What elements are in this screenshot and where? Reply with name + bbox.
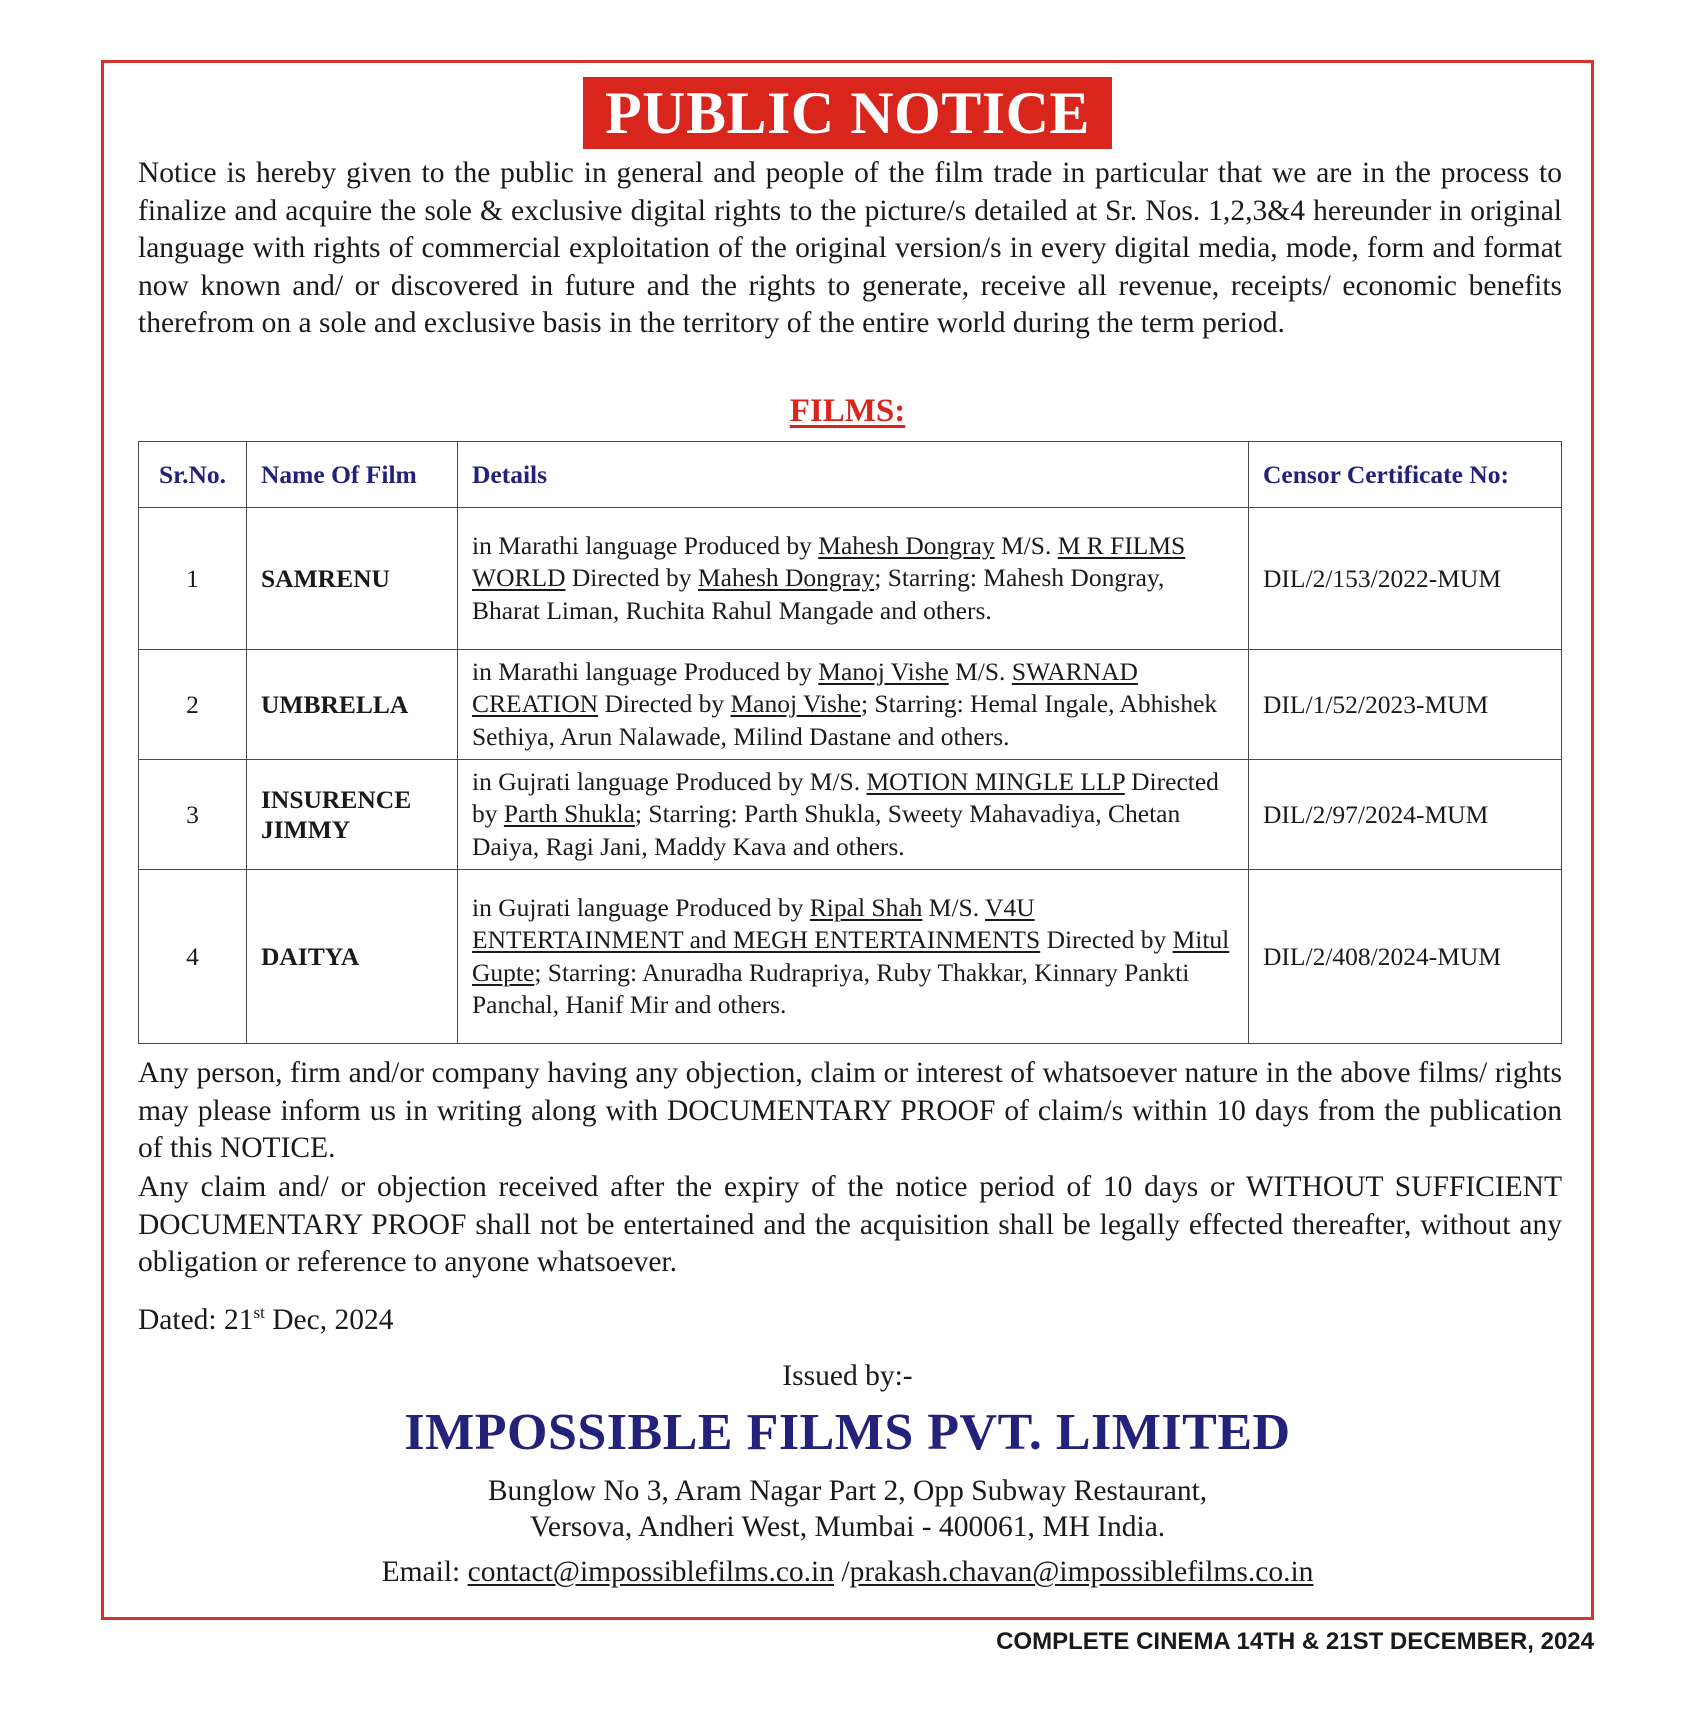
detail-underlined-text: Mahesh Dongray — [818, 530, 995, 560]
email-link-prakash[interactable]: prakash.chavan@impossiblefilms.co.in — [849, 1556, 1314, 1588]
row-sr-no: 1 — [139, 508, 247, 650]
detail-text: Directed by — [472, 766, 1219, 829]
email-line — [104, 1556, 1591, 1589]
row-film-name: SAMRENU — [247, 508, 458, 650]
row-certificate: DIL/2/153/2022-MUM — [1249, 508, 1562, 650]
intro-paragraph: Notice is hereby given to the public in general and people of the film trade in particular that we are in the process to finalize and acquire the sole & exclusive digital rights to the picture/s detailed at Sr. Nos. 1,2,3&4 hereunder in original language with rights of commercial exploitation of the original version/s in every digital media, mode, form and format now known and/ or discovered in future and the rights to generate, receive all revenue, receipts/ economic benefits therefrom on a sole and exclusive basis in the territory of the entire world during the term period. — [138, 157, 1562, 339]
table-header-row — [139, 442, 1562, 508]
company-address — [104, 1473, 1591, 1545]
detail-text: ; Starring: Anuradha Rudrapriya, Ruby Thakkar, Kinnary Pankti Panchal, Hanif Mir and others. — [472, 957, 1190, 1019]
detail-underlined-text: Ripal Shah — [809, 892, 923, 922]
detail-text: ; Starring: Mahesh Dongray, Bharat Liman, Ruchita Rahul Mangade and others. — [472, 563, 1165, 625]
detail-text: M/S. — [948, 656, 1012, 686]
objection-paragraph: Any person, firm and/or company having any objection, claim or interest of whatsoever nature in the above films/ rights may please inform us in writing along with DOCUMENTARY PROOF of claim/s within 10 days from the publication of this NOTICE. — [138, 1057, 1562, 1164]
header-film-name: Name Of Film — [247, 442, 458, 508]
detail-underlined-text: Mahesh Dongray — [697, 563, 875, 593]
detail-underlined-text: Mitul Gupte — [472, 925, 1230, 987]
row-sr-no: 2 — [139, 650, 247, 760]
detail-text: M/S. — [922, 892, 986, 922]
dated-label: Dated: 21 — [138, 1303, 254, 1336]
email-separator: / — [833, 1556, 850, 1588]
detail-underlined-text: V4U ENTERTAINMENT and MEGH ENTERTAINMENTS — [472, 892, 1041, 954]
address-line-2: Versova, Andheri West, Mumbai - 400061, MH India. — [529, 1511, 1166, 1543]
detail-text: Directed by — [565, 563, 698, 593]
detail-text: Directed by — [598, 689, 731, 719]
dated-line — [138, 1303, 393, 1337]
detail-text: in Marathi language Produced by — [472, 656, 819, 686]
header-sr-no: Sr.No. — [139, 442, 247, 508]
header-censor-certificate: Censor Certificate No: — [1249, 442, 1562, 508]
company-name: IMPOSSIBLE FILMS PVT. LIMITED — [404, 1404, 1291, 1461]
publication-footer: COMPLETE CINEMA 14TH & 21ST DECEMBER, 2024 — [996, 1628, 1594, 1655]
row-certificate: DIL/1/52/2023-MUM — [1249, 650, 1562, 760]
email-label: Email: — [381, 1556, 468, 1588]
row-film-name: DAITYA — [247, 870, 458, 1044]
detail-underlined-text: Manoj Vishe — [818, 656, 949, 686]
detail-underlined-text: MOTION MINGLE LLP — [866, 766, 1125, 796]
row-certificate: DIL/2/408/2024-MUM — [1249, 870, 1562, 1044]
films-table — [138, 441, 1562, 1044]
detail-text: in Gujrati language Produced by M/S. — [472, 766, 867, 796]
detail-text: ; Starring: Hemal Ingale, Abhishek Sethiya, Arun Nalawade, Milind Dastane and others. — [472, 689, 1218, 751]
notice-frame — [101, 60, 1594, 1620]
row-details — [458, 508, 1249, 650]
title-wrap — [104, 77, 1591, 149]
detail-text: ; Starring: Parth Shukla, Sweety Mahavadiya, Chetan Daiya, Ragi Jani, Maddy Kava and others. — [472, 799, 1181, 861]
row-film-name: INSURENCE JIMMY — [247, 760, 458, 870]
row-certificate: DIL/2/97/2024-MUM — [1249, 760, 1562, 870]
expiry-paragraph: Any claim and/ or objection received after the expiry of the notice period of 10 days or WITHOUT SUFFICIENT DOCUMENTARY PROOF shall not be entertained and the acquisition shall be legally effected thereafter, without any obligation or reference to anyone whatsoever. — [138, 1171, 1562, 1278]
row-details — [458, 760, 1249, 870]
detail-text: Directed by — [1040, 925, 1173, 954]
table-row — [139, 760, 1562, 870]
row-details — [458, 870, 1249, 1044]
row-sr-no: 3 — [139, 760, 247, 870]
notice-title: PUBLIC NOTICE — [583, 77, 1112, 149]
email-link-contact[interactable]: contact@impossiblefilms.co.in — [467, 1556, 834, 1588]
detail-text: in Gujrati language Produced by — [472, 892, 810, 922]
detail-underlined-text: Parth Shukla — [503, 799, 635, 829]
detail-text: in Marathi language Produced by — [472, 530, 819, 560]
films-heading: FILMS: — [789, 393, 906, 429]
table-row — [139, 870, 1562, 1044]
dated-rest: Dec, 2024 — [264, 1303, 394, 1336]
detail-underlined-text: SWARNAD CREATION — [472, 656, 1138, 719]
dated-suffix: st — [253, 1303, 265, 1322]
address-line-1: Bunglow No 3, Aram Nagar Part 2, Opp Subway Restaurant, — [487, 1475, 1208, 1507]
table-row — [139, 508, 1562, 650]
detail-underlined-text: Manoj Vishe — [730, 689, 861, 719]
issued-by: Issued by:- — [782, 1360, 913, 1392]
table-row — [139, 650, 1562, 760]
header-details: Details — [458, 442, 1249, 508]
detail-underlined-text: M R FILMS WORLD — [472, 530, 1186, 593]
row-sr-no: 4 — [139, 870, 247, 1044]
row-film-name: UMBRELLA — [247, 650, 458, 760]
detail-text: M/S. — [994, 530, 1058, 560]
row-details — [458, 650, 1249, 760]
